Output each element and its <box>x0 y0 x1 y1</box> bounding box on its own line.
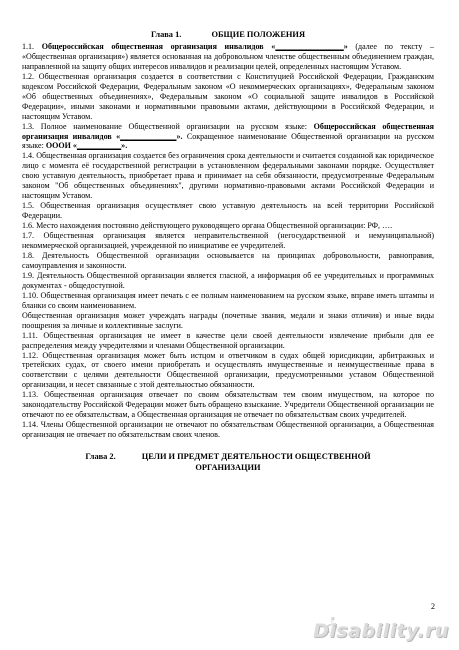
paragraph-1-4: 1.4. Общественная организация создается без ограничения срока деятельности и считается созданной как юридическое лицо с момента её государственной регистрации в установленном федеральными законами порядке. Осуществляет свою уставную деятельность, приобретает права и принимает на себя обязанности, предусмотренные Федеральным законом "Об общественных объединениях", другими нормативно-правовыми актами Российской Федерации и настоящим Уставом. <box>22 151 434 201</box>
short-name-intro: Сокращенное наименование Общественной организации на русском языке: <box>22 131 434 151</box>
chapter-1-heading <box>22 30 434 40</box>
chapter-2-heading <box>22 452 434 473</box>
paragraph-1-6: 1.6. Место нахождения постоянно действующего руководящего органа Общественной организации: РФ, …. <box>22 221 393 231</box>
site-watermark: Disability.ru <box>313 620 449 642</box>
paragraph-1-10-awards: Общественная организация может учреждать награды (почетные звания, медали и знаки отличия) и иные виды поощрения за личные и коллективные заслуги. <box>22 310 434 330</box>
paragraph-1-14: 1.14. Члены Общественной организации не отвечают по обязательствам Общественной организации, а Общественная организация не отвечает по обязательствам своих членов. <box>22 420 434 440</box>
paragraph-1-12: 1.12. Общественная организация может быть истцом и ответчиком в судах общей юрисдикции, арбитражных и третейских судах, от своего имени приобретать и осуществлять имущественные и неимущественные права в соответствии с целями деятельности Общественной организации, предусмотренными уставом Общественной организации, и несет связанные с этой деятельностью обязанности. <box>22 350 434 390</box>
paragraph-1-1-text: (далее по тексту – «Общественная организация») является основанная на добровольном членстве общественным объединением граждан, направленной на защиту общих интересов инвалидов и реализации целей, определенных настоящим Уставом. <box>22 41 434 71</box>
chapter-2-title-line-2: ОРГАНИЗАЦИИ <box>195 462 261 472</box>
paragraph-1-11: 1.11. Общественная организация не имеет в качестве цели своей деятельности извлечение прибыли для ее распределения между учредителями и членами Общественной организации. <box>22 330 434 350</box>
org-name-bold: Общероссийская общественная организация инвалидов « <box>41 41 276 51</box>
chapter-1-title: ОБЩИЕ ПОЛОЖЕНИЯ <box>211 30 305 39</box>
org-name-blank: _________________ <box>275 41 344 51</box>
org-name-close-quote: » <box>343 41 348 51</box>
short-name-blank: ___________ <box>76 141 122 151</box>
paragraph-1-3-text: 1.3. Полное наименование Общественной организации на русском языке: <box>22 121 314 131</box>
full-name-bold: Общероссийская общественная организация инвалидов « <box>22 121 434 141</box>
full-name-blank: ______________ <box>120 131 177 141</box>
short-name-close-quote: ». <box>121 141 128 151</box>
paragraph-1-7: 1.7. Общественная организация является неправительственной (негосударственной и немуниципальной) некоммерческой организацией, учрежденной по инициативе ее учредителей. <box>22 231 434 251</box>
paragraph-1-8: 1.8. Деятельность Общественной организации основывается на принципах добровольности, равноправия, самоуправления и законности. <box>22 250 434 270</box>
short-name-bold: ОООИ « <box>45 141 77 151</box>
paragraph-1-10: 1.10. Общественная организация имеет печать с ее полным наименованием на русском языке, вправе иметь штампы и бланки со своим наименованием. <box>22 290 434 310</box>
paragraph-1-9: 1.9. Деятельность Общественной организации является гласной, а информация об ее учредительных и программных документах - общедоступной. <box>22 270 434 290</box>
document-page <box>22 30 434 473</box>
paragraph-1-1-number: 1.1. <box>22 41 42 51</box>
chapter-1-number: Глава 1. <box>151 30 182 39</box>
full-name-close-quote: ». <box>176 131 183 141</box>
paragraph-1-5: 1.5. Общественная организация осуществляет свою уставную деятельность на всей территории Российской Федерации. <box>22 201 434 221</box>
paragraph-1-3 <box>22 122 434 152</box>
chapter-2-number: Глава 2. <box>85 452 116 462</box>
page-number: 2 <box>431 602 435 611</box>
paragraph-1-13: 1.13. Общественная организация отвечает по своим обязательствам тем своим имуществом, на которое по законодательству Российской Федерации может быть обращено взыскание. Учредители Общественной организации не отвечают по ее обязательствам, а Общественная организация не отвечает по обязательствам своих учредителей. <box>22 390 434 420</box>
chapter-2-title-line-1: ЦЕЛИ И ПРЕДМЕТ ДЕЯТЕЛЬНОСТИ ОБЩЕСТВЕННОЙ <box>141 452 371 462</box>
paragraph-1-1 <box>22 42 434 72</box>
paragraph-1-2: 1.2. Общественная организация создается в соответствии с Конституцией Российской Федерации, Гражданским кодексом Российской Федерации, Федеральным законом «О некоммерческих организациях», Федеральным законом «Об общественных объединениях», Федеральным законом «О социальной защите инвалидов в Российской Федерации», иными законами и нормативными правовыми актами, действующими в Российской Федерации, и настоящим Уставом. <box>22 71 434 121</box>
